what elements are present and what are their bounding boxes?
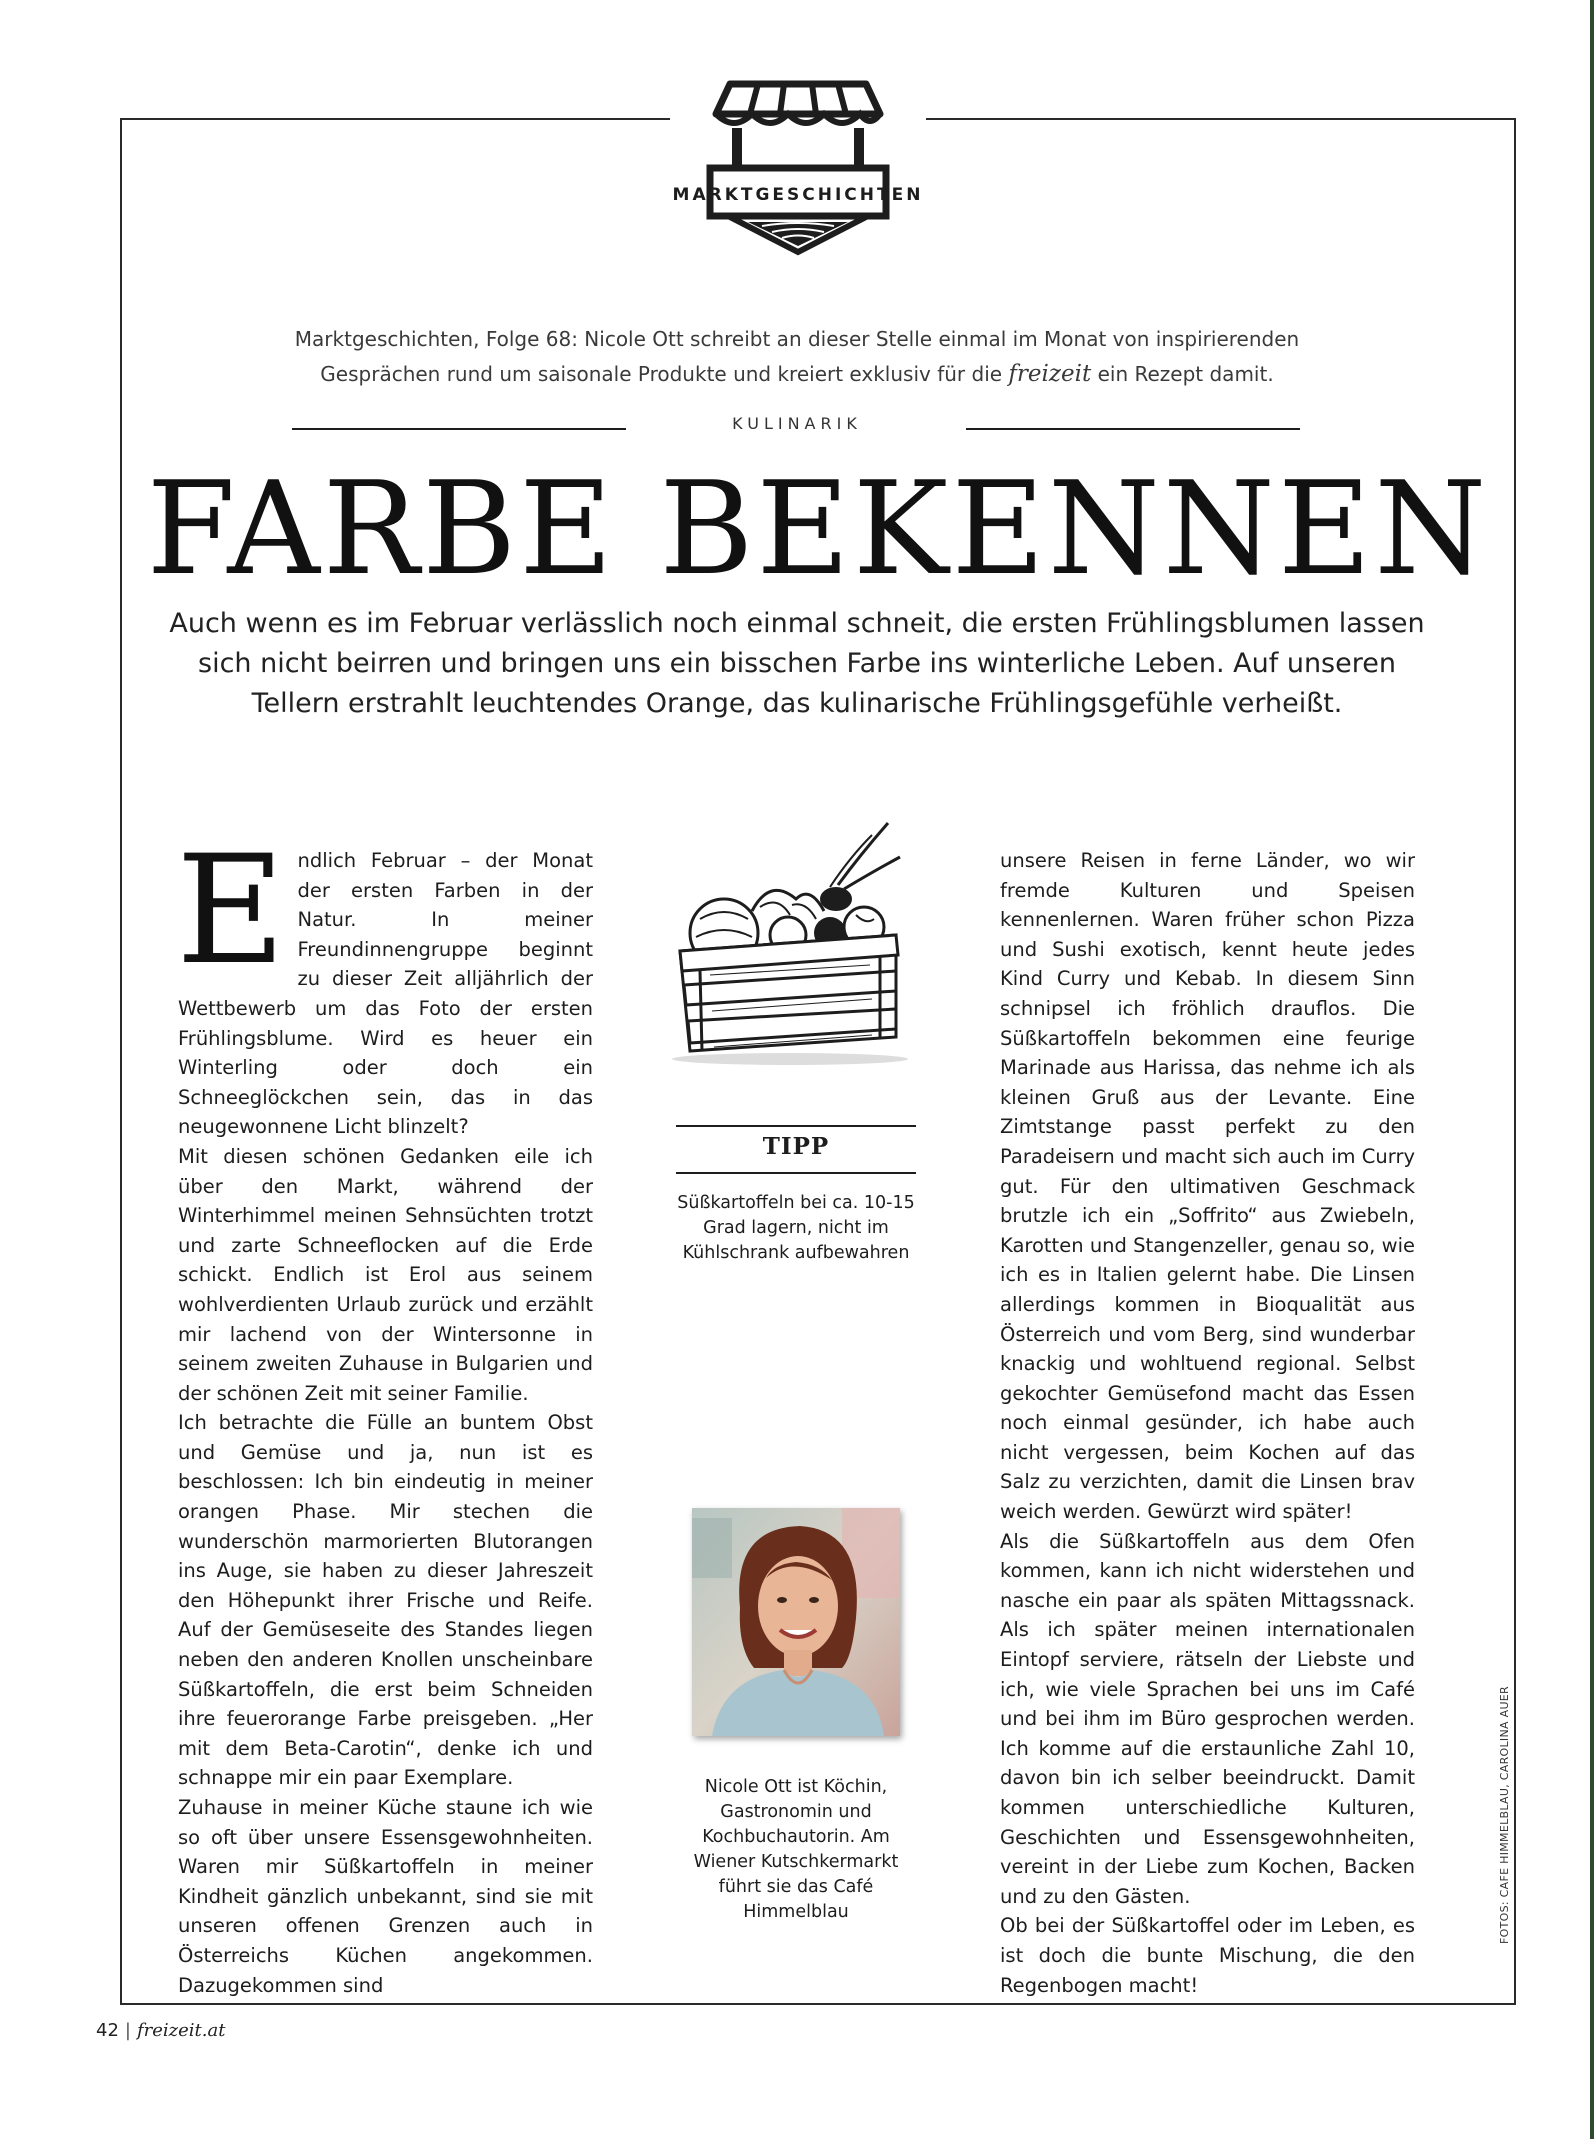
article-column-3 xyxy=(1000,846,1415,2000)
intro-line-2-end: ein Rezept damit. xyxy=(1097,362,1274,386)
logo-label: MARKTGESCHICHTEN xyxy=(672,185,924,205)
vegetable-crate-icon xyxy=(660,815,920,1075)
tipp-rule-top xyxy=(676,1125,916,1127)
paragraph-text: ndlich Februar – der Monat der ersten Farben in der Natur. In meiner Freundinnengruppe beginnt zu dieser Zeit alljährlich der Wettbewerb um das Foto der ersten Frühlingsblume. Wird es heuer ein Winterling oder doch ein Schneeglöckchen sein, das in das neugewonnene Licht blinzelt? xyxy=(178,849,593,1139)
edge-strip xyxy=(1590,0,1594,2139)
page-footer xyxy=(96,2020,225,2041)
article-paragraph: Ob bei der Süßkartoffel oder im Leben, es ist doch die bunte Mischung, die den Regenbogen macht! xyxy=(1000,1914,1415,1997)
article-paragraph: Ich betrachte die Fülle an buntem Obst und Gemüse und ja, nun ist es beschlossen: Ich bin eindeutig in meiner orangen Phase. Mir stechen die wunderschön marmorierten Blutorangen ins Auge, sie haben zu dieser Jahreszeit den Höhepunkt ihrer Frische und Reife. Auf der Gemüseseite des Standes liegen neben den anderen Knollen unscheinbare Süßkartoffeln, die erst beim Schneiden ihre feuerorange Farbe preisgeben. „Her mit dem Beta-Carotin“, denke ich und schnappe mir ein paar Exemplare. xyxy=(178,1411,593,1790)
photo-credit: FOTOS: CAFE HIMMELBLAU, CAROLINA AUER xyxy=(1498,1686,1511,1944)
article-paragraph: Zuhause in meiner Küche staune ich wie so oft über unsere Essensgewohnheiten. Waren mir Süßkartoffeln in meiner Kindheit gänzlich unbekannt, sind sie mit unseren offenen Grenzen auch in Österreichs Küchen angekommen. Dazugekommen sind xyxy=(178,1796,593,1997)
tipp-title: TIPP xyxy=(762,1133,830,1160)
drop-cap: E xyxy=(176,824,286,998)
article-column-1 xyxy=(176,824,593,2000)
headline: FARBE BEKENNEN xyxy=(146,455,1490,604)
page-number: 42 xyxy=(96,2020,119,2041)
article-paragraph xyxy=(176,824,593,1142)
portrait-image xyxy=(692,1508,900,1736)
author-portrait xyxy=(692,1508,900,1736)
series-intro xyxy=(220,322,1374,392)
tipp-text: Süßkartoffeln bei ca. 10-15 Grad lagern, nicht im Kühlschrank aufbewahren xyxy=(677,1193,915,1263)
footer-site: freizeit.at xyxy=(136,2020,226,2041)
article-paragraph: unsere Reisen in ferne Länder, wo wir fremde Kulturen und Speisen kennenlernen. Waren früher schon Pizza und Sushi exotisch, kennt heute jedes Kind Curry und Kebab. In diesem Sinn schnipsel ich fröhlich drauflos. Die Süßkartoffeln bekommen eine feurige Marinade aus Harissa, das nehme ich als kleinen Gruß aus der Levante. Eine Zimtstange passt perfekt zu den Paradeisern und macht sich auch im Curry gut. Für den ultimativen Geschmack brutzle ich ein „Soffrito“ aus Zwiebeln, Karotten und Stangenzeller, genau so, wie ich es in Italien gelernt habe. Die Linsen allerdings kommen in Bioqualität aus Österreich und vom Berg, sind wunderbar knackig und wohltuend regional. Selbst gekochter Gemüsefond macht das Essen noch einmal gesünder, ich habe auch nicht vergessen, beim Kochen auf das Salz zu verzichten, damit die Linsen brav weich werden. Gewürzt wird später! xyxy=(1000,849,1415,1524)
intro-line-2-start: Gesprächen rund um saisonale Produkte und kreiert exklusiv für die xyxy=(320,362,1003,386)
lead-paragraph: Auch wenn es im Februar verlässlich noch einmal schneit, die ersten Frühlingsblumen lassen sich nicht beirren und bringen uns ein bisschen Farbe ins winterliche Leben. Auf unseren Tellern erstrahlt leuchtendes Orange, das kulinarische Frühlingsgefühle verheißt. xyxy=(169,608,1425,719)
footer-separator: | xyxy=(124,2020,131,2041)
article-paragraph: Als die Süßkartoffeln aus dem Ofen kommen, kann ich nicht widerstehen und nasche ein paar als späten Mittagssnack. Als ich später meinen internationalen Eintopf serviere, rätseln der Liebste und ich, wie viele Sprachen bei uns im Café und bei ihm im Büro gesprochen werden. Ich komme auf die erstaunliche Zahl 10, davon bin ich selber beeindruckt. Damit kommen unterschiedliche Kulturen, Geschichten und Essensgewohnheiten, vereint in der Liebe zum Kochen, Backen und zu den Gästen. xyxy=(1000,1529,1415,1908)
intro-line-2 xyxy=(220,357,1374,392)
market-stall-icon xyxy=(670,70,926,260)
vegetable-crate-illustration xyxy=(660,815,920,1075)
kicker-rule-left xyxy=(292,428,626,430)
kicker-rule-right xyxy=(966,428,1300,430)
section-kicker: KULINARIK xyxy=(732,414,862,433)
intro-brand: freizeit xyxy=(1008,361,1092,387)
intro-line-1: Marktgeschichten, Folge 68: Nicole Ott schreibt an dieser Stelle einmal im Monat von inspirierenden xyxy=(294,327,1300,351)
article-paragraph: Mit diesen schönen Gedanken eile ich über den Markt, während der Winterhimmel meinen Sehnsüchten trotzt und zarte Schneeflocken auf die Erde schickt. Endlich ist Erol aus seinem wohlverdienten Urlaub zurück und erzählt mir lachend von der Wintersonne in seinem zweiten Zuhause in Bulgarien und der schönen Zeit mit seiner Familie. xyxy=(178,1144,593,1405)
marktgeschichten-logo xyxy=(670,70,926,260)
tipp-rule-bottom xyxy=(676,1172,916,1174)
portrait-caption: Nicole Ott ist Köchin, Gastronomin und Kochbuchautorin. Am Wiener Kutschkermarkt führt sie das Café Himmelblau xyxy=(693,1777,899,1922)
